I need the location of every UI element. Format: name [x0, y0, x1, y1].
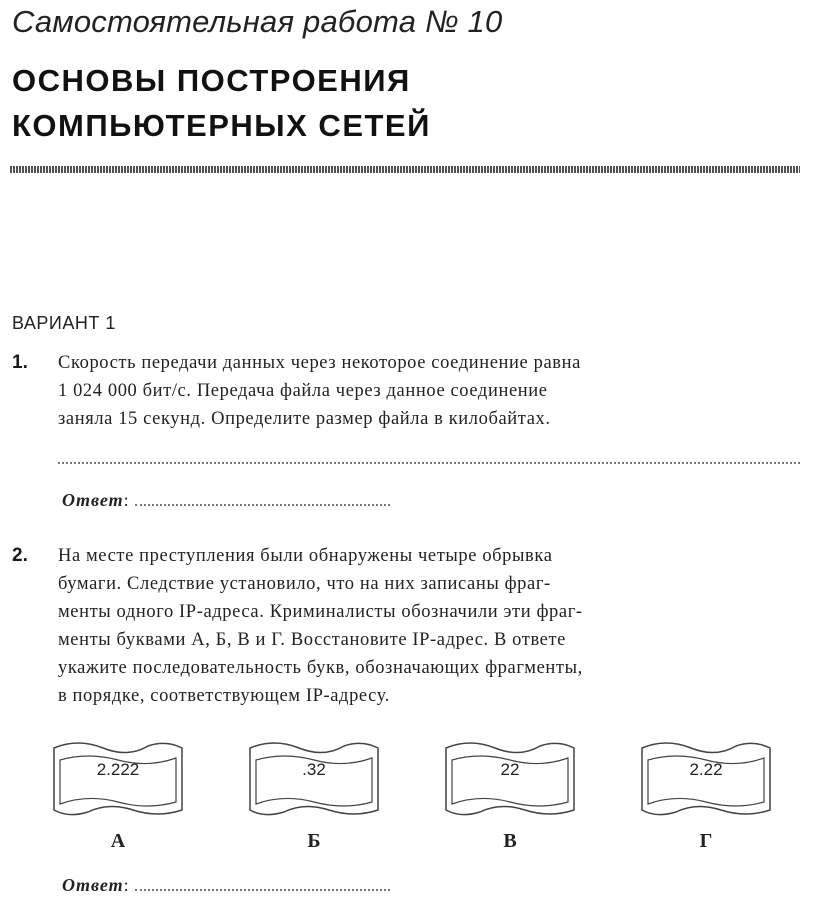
task-1-answer-field[interactable]: [135, 504, 390, 506]
paper-fragment-g: [636, 738, 776, 818]
fragment-value: 22: [500, 760, 520, 779]
task-2-line: в порядке, соответствующем IP-адресу.: [58, 686, 390, 706]
task-1-line: Скорость передачи данных через некоторое соединение равна: [58, 353, 581, 373]
answer-label: Ответ: [62, 490, 124, 510]
task-1-text: [58, 349, 800, 433]
paper-fragment-b: [244, 738, 384, 818]
topic-title-line-1: ОСНОВЫ ПОСТРОЕНИЯ: [12, 63, 411, 98]
task-2-text: [58, 542, 800, 710]
task-2-line: укажите последовательность букв, обозначающих фрагменты,: [58, 658, 583, 678]
task-2-line: менты буквами А, Б, В и Г. Восстановите IP-адрес. В ответе: [58, 630, 566, 650]
topic-title-line-2: КОМПЬЮТЕРНЫХ СЕТЕЙ: [12, 108, 431, 143]
header-divider: [10, 166, 800, 173]
paper-fragment-v: [440, 738, 580, 818]
fragment-letter-v: В: [503, 830, 517, 852]
task-1-line: заняла 15 секунд. Определите размер файла в килобайтах.: [58, 409, 551, 429]
fragment-value: .32: [302, 760, 326, 779]
paper-fragment-a: [48, 738, 188, 818]
fragment-value: 2.222: [96, 760, 140, 779]
task-1-line: 1 024 000 бит/с. Передача файла через данное соединение: [58, 381, 548, 401]
topic-title: [12, 58, 431, 148]
task-2-line: На месте преступления были обнаружены четыре обрывка: [58, 546, 553, 566]
task-1-answer: [62, 490, 390, 511]
task-1-work-line[interactable]: [58, 462, 800, 464]
answer-colon: :: [123, 875, 129, 895]
fragment-value: 2.22: [689, 760, 723, 779]
fragment-letter-a: А: [110, 830, 126, 852]
work-title: Самостоятельная работа № 10: [12, 4, 503, 39]
task-2-answer: [62, 875, 390, 896]
task-2-answer-field[interactable]: [135, 889, 390, 891]
fragment-letter-g: Г: [699, 830, 713, 852]
task-2-number: 2.: [12, 545, 28, 566]
task-1-number: 1.: [12, 352, 28, 373]
answer-colon: :: [123, 490, 129, 510]
variant-heading: ВАРИАНТ 1: [12, 313, 116, 333]
task-2-line: бумаги. Следствие установило, что на них записаны фраг-: [58, 574, 551, 594]
fragment-letter-b: Б: [307, 830, 321, 852]
answer-label: Ответ: [62, 875, 124, 895]
task-2-line: менты одного IP-адреса. Криминалисты обозначили эти фраг-: [58, 602, 583, 622]
